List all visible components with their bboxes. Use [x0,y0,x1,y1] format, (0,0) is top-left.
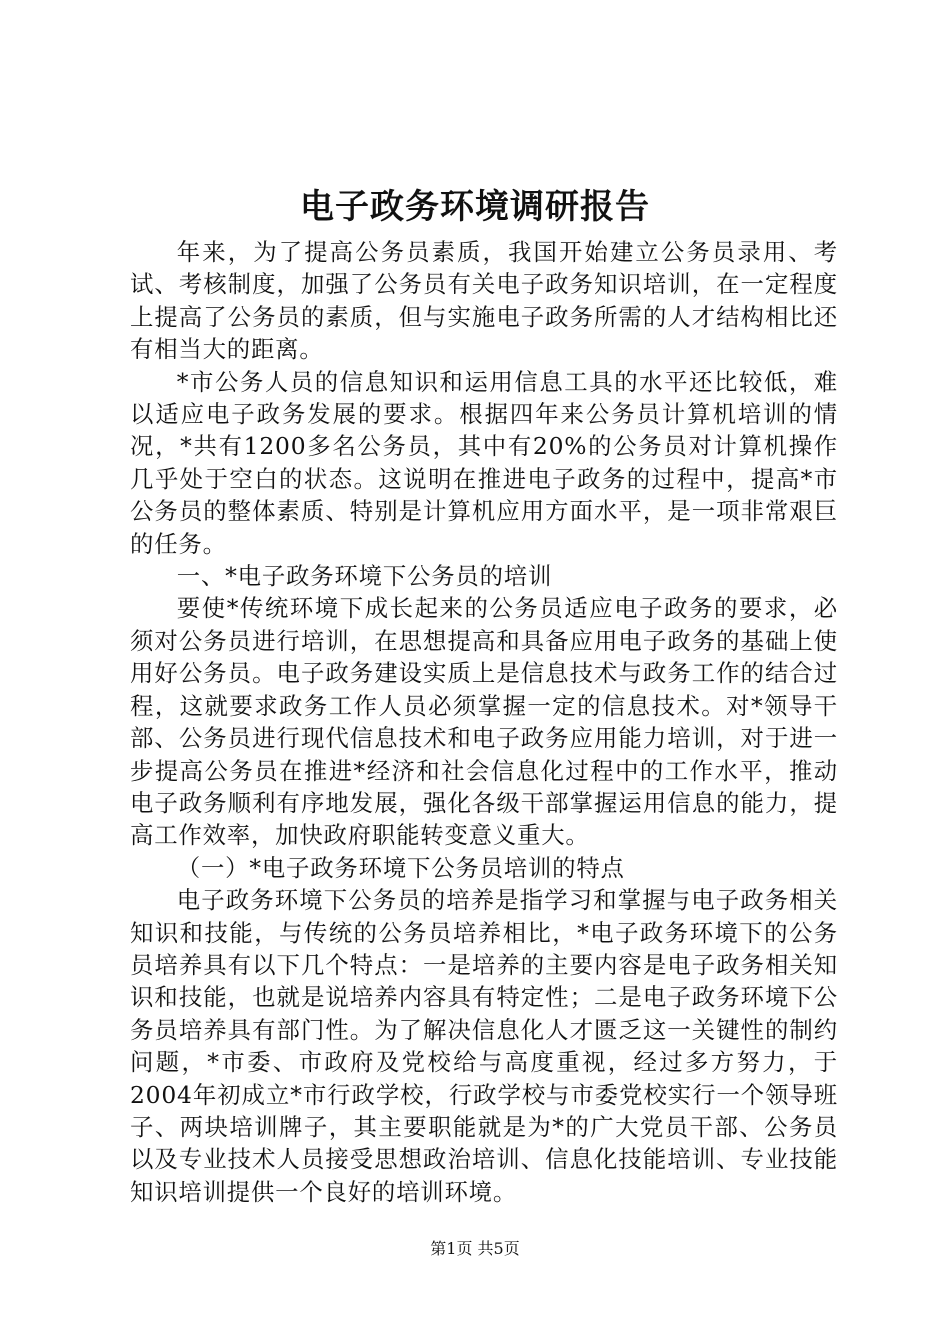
paragraph-status: *市公务人员的信息知识和运用信息工具的水平还比较低，难以适应电子政务发展的要求。根据四年来公务员计算机培训的情况，*共有1200多名公务员，其中有20%的公务员对计算机操作几乎处于空白的状态。这说明在推进电子政务的过程中，提高*市公务员的整体素质、特别是计算机应用方面水平，是一项非常艰巨的任务。 [130,367,838,558]
paragraph-training: 要使*传统环境下成长起来的公务员适应电子政务的要求，必须对公务员进行培训，在思想提高和具备应用电子政务的基础上使用好公务员。电子政务建设实质上是信息技术与政务工作的结合过程，这就要求政务工作人员必须掌握一定的信息技术。对*领导干部、公务员进行现代信息技术和电子政务应用能力培训，对于进一步提高公务员在推进*经济和社会信息化过程中的工作水平，推动电子政务顺利有序地发展，强化各级干部掌握运用信息的能力，提高工作效率，加快政府职能转变意义重大。 [130,594,838,850]
subsection-heading-1: （一）*电子政务环境下公务员培训的特点 [176,853,625,882]
page-footer: 第1页 共5页 [430,1239,520,1258]
section-heading-1: 一、*电子政务环境下公务员的培训 [176,562,553,591]
paragraph-intro: 年来，为了提高公务员素质，我国开始建立公务员录用、考试、考核制度，加强了公务员有关电子政务知识培训，在一定程度上提高了公务员的素质，但与实施电子政务所需的人才结构相比还有相当大的距离。 [130,238,838,364]
document-body [130,236,838,1208]
paragraph-features: 电子政务环境下公务员的培养是指学习和掌握与电子政务相关知识和技能，与传统的公务员培养相比，*电子政务环境下的公务员培养具有以下几个特点：一是培养的主要内容是电子政务相关知识和技能，也就是说培养内容具有特定性；二是电子政务环境下公务员培养具有部门性。为了解决信息化人才匮乏这一关键性的制约问题，*市委、市政府及党校给与高度重视，经过多方努力，于2004年初成立*市行政学校，行政学校与市委党校实行一个领导班子、两块培训牌子，其主要职能就是为*的广大党员干部、公务员以及专业技术人员接受思想政治培训、信息化技能培训、专业技能知识培训提供一个良好的培训环境。 [130,886,838,1206]
document-title: 电子政务环境调研报告 [300,187,650,227]
